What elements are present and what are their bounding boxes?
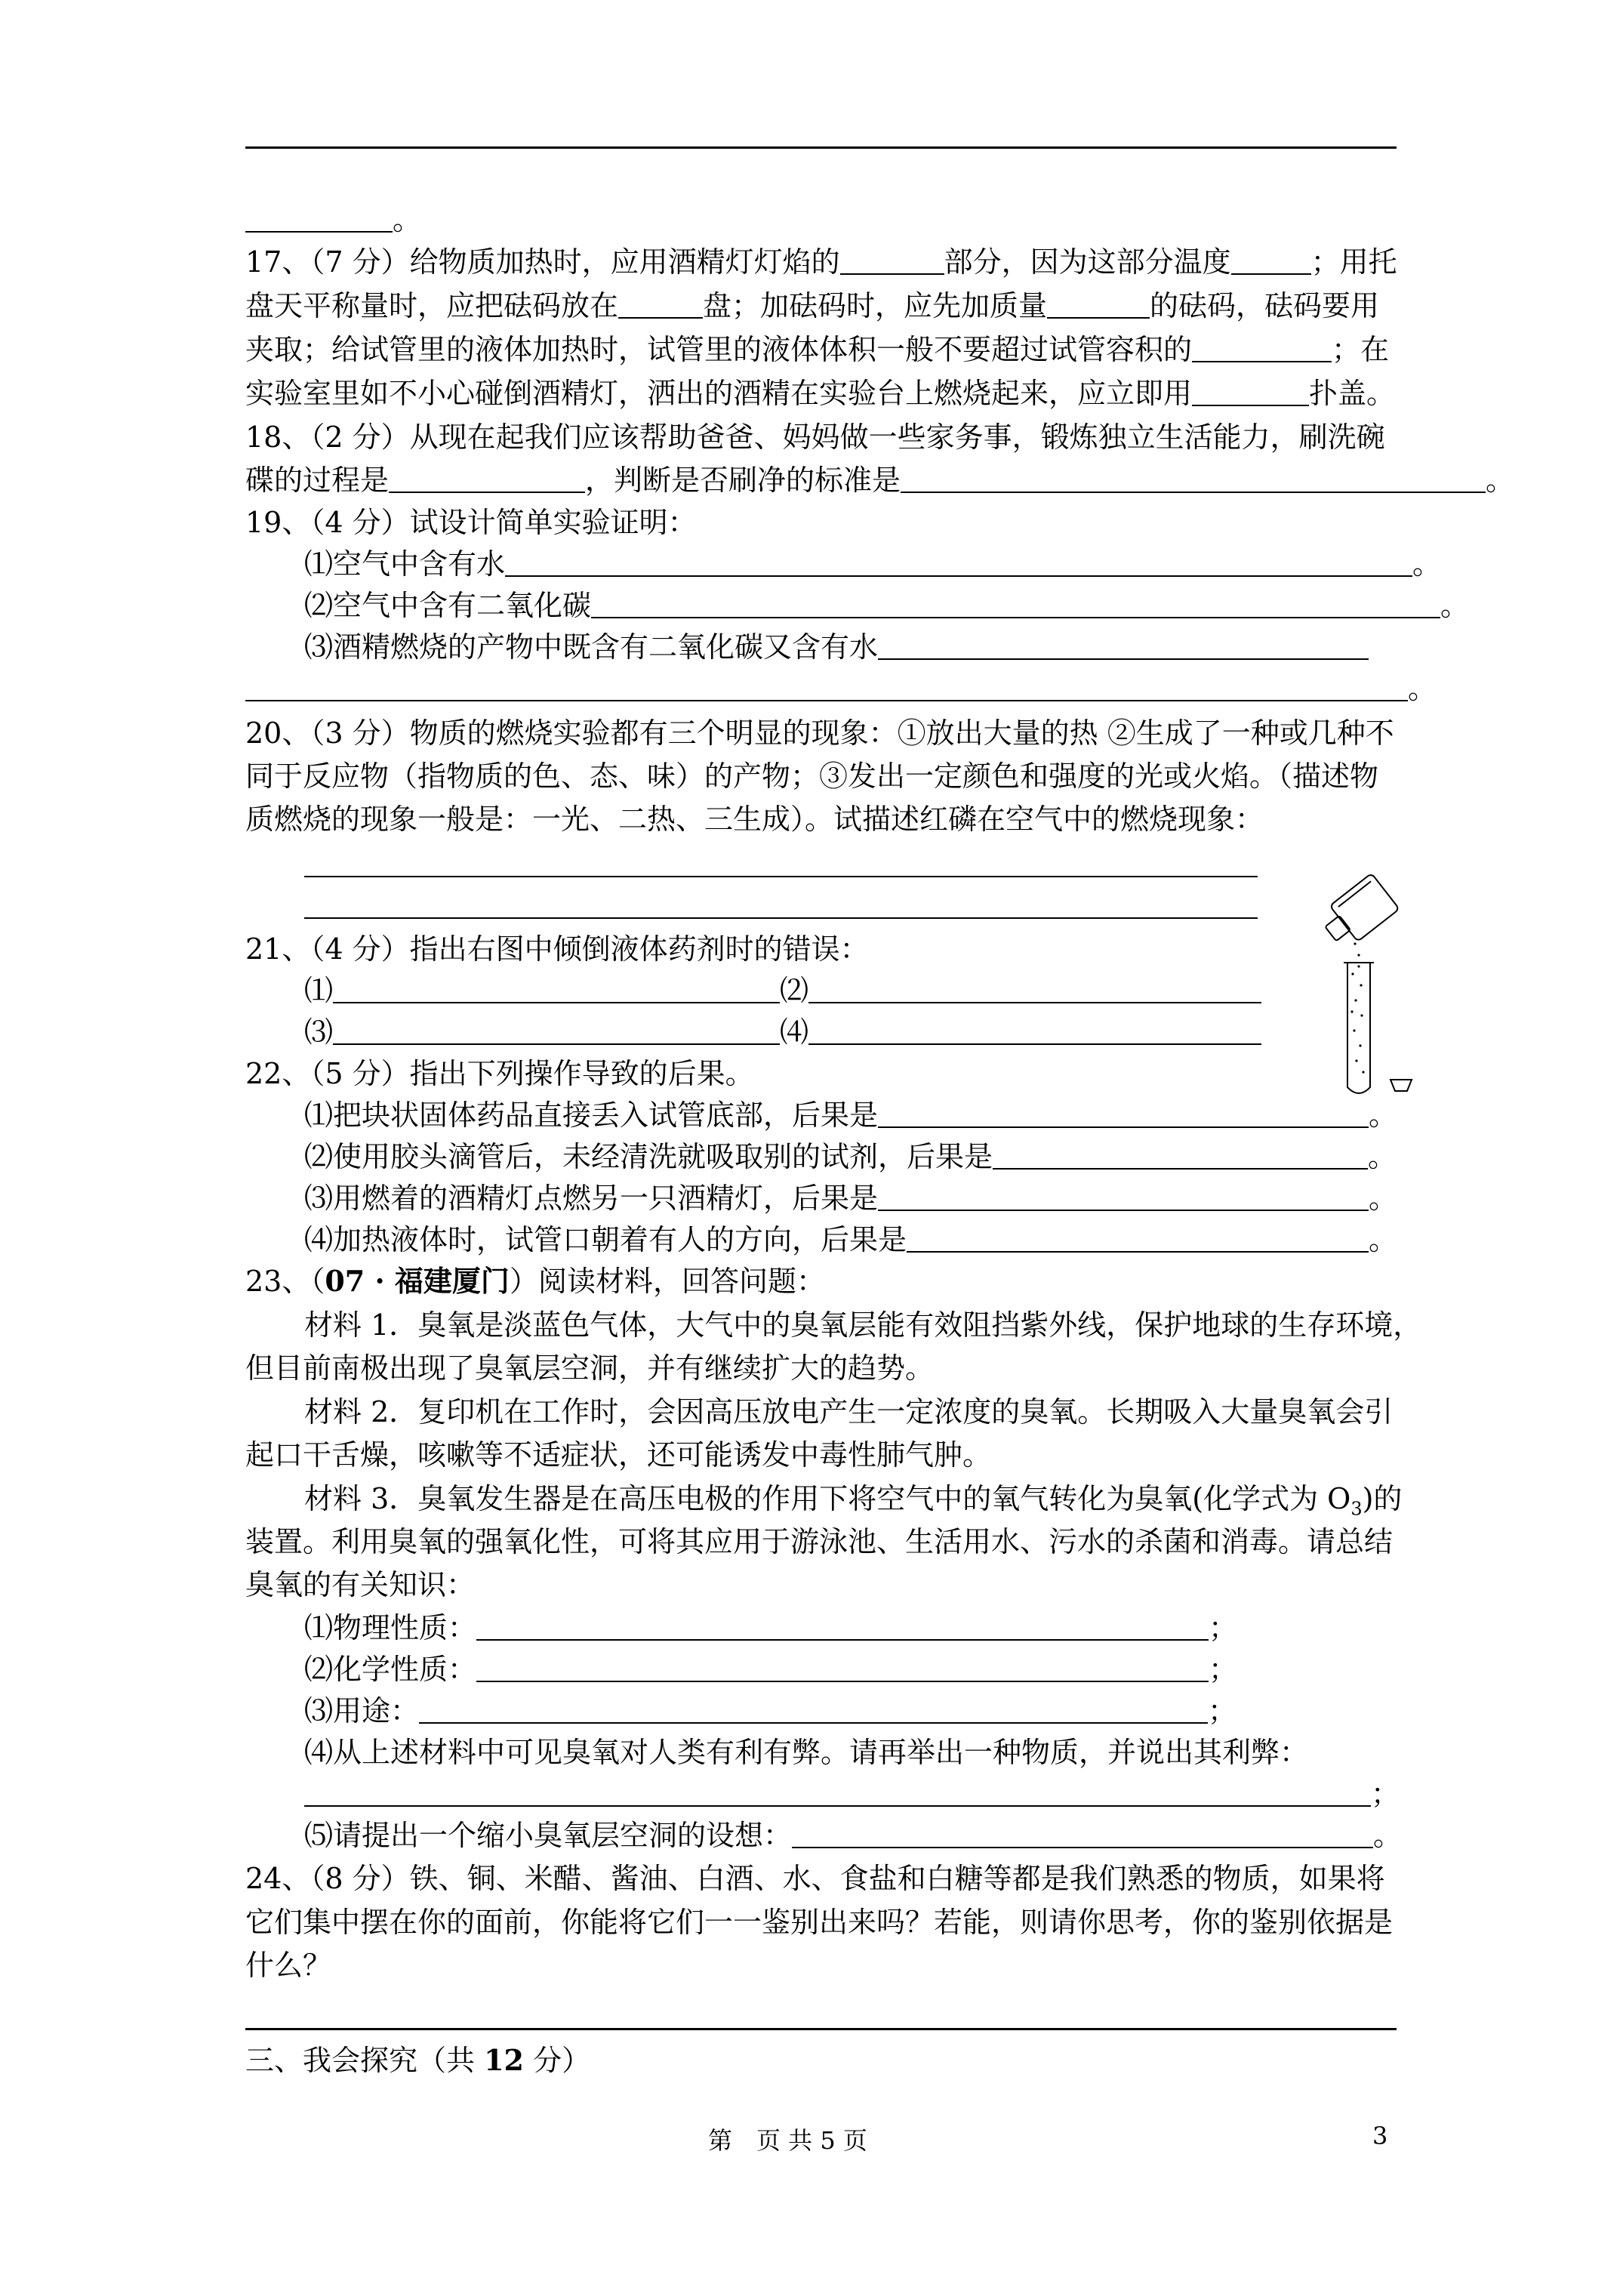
q19-continuation: 。 bbox=[245, 674, 1437, 703]
q17-line3: 夹取；给试管里的液体加热时，试管里的液体体积一般不要超过试管容积的 ；在 bbox=[245, 333, 1390, 366]
answer-blank[interactable] bbox=[389, 466, 585, 493]
answer-blank[interactable] bbox=[1231, 248, 1311, 275]
source-tag: 07 · 福建厦门 bbox=[325, 1264, 510, 1298]
q23-material1-line1: 材料 1．臭氧是淡蓝色气体，大气中的臭氧层能有效阻挡紫外线，保护地球的生存环境， bbox=[304, 1308, 1422, 1342]
q23-material1-line2: 但目前南极出现了臭氧层空洞，并有继续扩大的趋势。 bbox=[245, 1351, 935, 1385]
q19-item1: ⑴空气中含有水 。 bbox=[304, 547, 1442, 581]
q22-item3: ⑶用燃着的酒精灯点燃另一只酒精灯，后果是 。 bbox=[304, 1182, 1398, 1215]
answer-blank[interactable] bbox=[878, 633, 1369, 660]
answer-blank[interactable] bbox=[505, 550, 1412, 577]
answer-blank[interactable] bbox=[618, 291, 703, 319]
section-3-heading: 三、我会探究（共 12 分） bbox=[245, 2043, 591, 2077]
answer-blank[interactable] bbox=[304, 1780, 1371, 1807]
q23-sub1: ⑴物理性质： ； bbox=[304, 1611, 1238, 1644]
q21-row2: ⑶ ⑷ bbox=[304, 1018, 1261, 1046]
q23-material3-line1: 材料 3．臭氧发生器是在高压电极的作用下将空气中的氧气转化为臭氧(化学式为 $O_3$)的 bbox=[304, 1482, 1403, 1520]
answer-blank[interactable] bbox=[907, 1225, 1369, 1253]
q17-line1: 17、（7 分）给物质加热时，应用酒精灯灯焰的 部分，因为这部分温度 ；用托 bbox=[245, 245, 1397, 279]
q23-sub4: ⑷从上述材料中可见臭氧对人类有利有弊。请再举出一种物质，并说出其利弊： bbox=[304, 1736, 1309, 1769]
answer-blank[interactable] bbox=[245, 674, 1408, 701]
q17-line4: 实验室里如不小心碰倒酒精灯，洒出的酒精在实验台上燃烧起来，应立即用 扑盖。 bbox=[245, 377, 1396, 410]
q19-item3: ⑶酒精燃烧的产物中既含有二氧化碳又含有水 bbox=[304, 633, 1369, 661]
q20-line2: 同于反应物（指物质的色、态、味）的产物；③发出一定颜色和强度的光或火焰。（描述物 bbox=[245, 760, 1379, 793]
q23-sub4-answer: ； bbox=[304, 1780, 1400, 1808]
q18-line2: 碟的过程是 ，判断是否刷净的标准是 。 bbox=[245, 464, 1515, 497]
answer-line[interactable] bbox=[304, 876, 1258, 877]
q23-material3-line2: 装置。利用臭氧的强氧化性，可将其应用于游泳池、生活用水、污水的杀菌和消毒。请总结 bbox=[245, 1525, 1394, 1558]
answer-blank[interactable] bbox=[476, 1655, 1209, 1682]
q24-line3: 什么？ bbox=[245, 1949, 332, 1982]
section-rule bbox=[245, 2028, 1397, 2030]
carryover-line: 。 bbox=[245, 205, 421, 234]
q23-material3-line3: 臭氧的有关知识： bbox=[245, 1568, 476, 1601]
answer-blank[interactable] bbox=[840, 248, 944, 275]
page-footer: 第 页 共 5 页 bbox=[708, 2126, 867, 2155]
answer-blank[interactable] bbox=[1192, 335, 1332, 362]
answer-blank[interactable] bbox=[901, 466, 1486, 493]
answer-blank[interactable] bbox=[419, 1697, 1208, 1724]
answer-blank[interactable] bbox=[993, 1142, 1368, 1170]
q23-material2-line1: 材料 2．复印机在工作时，会因高压放电产生一定浓度的臭氧。长期吸入大量臭氧会引 bbox=[304, 1395, 1394, 1428]
answer-blank[interactable] bbox=[792, 1821, 1373, 1848]
q20-line1: 20、（3 分）物质的燃烧实验都有三个明显的现象：①放出大量的热 ②生成了一种或几种不 bbox=[245, 717, 1394, 750]
answer-blank[interactable] bbox=[476, 1613, 1209, 1641]
pouring-liquid-illustration bbox=[1313, 861, 1419, 1102]
answer-line[interactable] bbox=[304, 917, 1258, 919]
q22-item4: ⑷加热液体时，试管口朝着有人的方向，后果是 。 bbox=[304, 1223, 1398, 1256]
q20-line3: 质燃烧的现象一般是：一光、二热、三生成）。试描述红磷在空气中的燃烧现象： bbox=[245, 803, 1264, 836]
q24-line2: 它们集中摆在你的面前，你能将它们一一鉴别出来吗？若能，则请你思考，你的鉴别依据是 bbox=[245, 1906, 1394, 1939]
page-number: 3 bbox=[1372, 2122, 1388, 2150]
answer-blank[interactable] bbox=[1047, 291, 1150, 319]
answer-blank[interactable] bbox=[808, 976, 1261, 1003]
answer-blank[interactable] bbox=[878, 1101, 1369, 1128]
top-rule bbox=[245, 146, 1397, 149]
q22-item1: ⑴把块状固体药品直接丢入试管底部，后果是 。 bbox=[304, 1099, 1398, 1132]
q24-line1: 24、（8 分）铁、铜、米醋、酱油、白酒、水、食盐和白糖等都是我们熟悉的物质，如果将 bbox=[245, 1862, 1385, 1895]
answer-blank[interactable] bbox=[333, 976, 780, 1003]
q23-sub3: ⑶用途： ； bbox=[304, 1694, 1237, 1727]
answer-blank[interactable] bbox=[333, 1018, 780, 1045]
q22-item2: ⑵使用胶头滴管后，未经清洗就吸取别的试剂，后果是 。 bbox=[304, 1140, 1397, 1173]
q23-material2-line2: 起口干舌燥，咳嗽等不适症状，还可能诱发中毒性肺气肿。 bbox=[245, 1438, 992, 1472]
q21-line1: 21、（4 分）指出右图中倾倒液体药剂时的错误： bbox=[245, 932, 869, 966]
answer-blank[interactable] bbox=[878, 1184, 1369, 1211]
q23-sub2: ⑵化学性质： ； bbox=[304, 1653, 1238, 1686]
q23-sub5: ⑸请提出一个缩小臭氧层空洞的设想： 。 bbox=[304, 1819, 1403, 1852]
q19-item2: ⑵空气中含有二氧化碳 。 bbox=[304, 589, 1470, 622]
answer-blank[interactable] bbox=[591, 591, 1440, 618]
answer-blank[interactable] bbox=[245, 205, 393, 233]
q21-row1: ⑴ ⑵ bbox=[304, 976, 1261, 1005]
q22-line1: 22、（5 分）指出下列操作导致的后果。 bbox=[245, 1057, 754, 1090]
q18-line1: 18、（2 分）从现在起我们应该帮助爸爸、妈妈做一些家务事，锻炼独立生活能力，刷洗碗 bbox=[245, 421, 1385, 454]
answer-blank[interactable] bbox=[808, 1018, 1261, 1045]
q17-line2: 盘天平称量时，应把砝码放在 盘；加砝码时，应先加质量 的砝码，砝码要用 bbox=[245, 289, 1380, 322]
q19-line1: 19、（4 分）试设计简单实验证明： bbox=[245, 506, 697, 539]
answer-blank[interactable] bbox=[1192, 379, 1309, 406]
q23-line1: 23、（07 · 福建厦门）阅读材料，回答问题： bbox=[245, 1264, 825, 1298]
